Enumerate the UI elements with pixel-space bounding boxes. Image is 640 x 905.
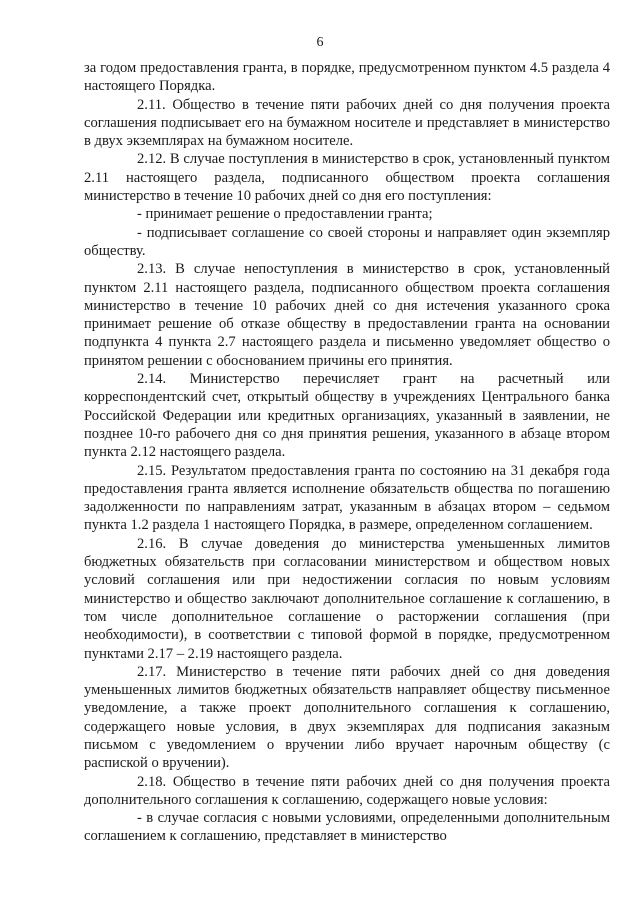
paragraph-2-18: 2.18. Общество в течение пяти рабочих дней со дня получения проекта дополнительного соглашения к соглашению, содержащего новые условия: <box>84 773 610 808</box>
paragraph-2-13: 2.13. В случае непоступления в министерство в срок, установленный пунктом 2.11 настоящего раздела, подписанного обществом проекта соглашения министерство в течение 10 рабочих дней со дня истечения указанного срока принимает решение об отказе обществу в предоставлении гранта на основании подпункта 4 пункта 2.7 настоящего раздела и письменно уведомляет общество о принятом решении с обоснованием причины его принятия. <box>84 261 610 369</box>
page-number: 6 <box>316 35 324 50</box>
paragraph-2-17: 2.17. Министерство в течение пяти рабочих дней со дня доведения уменьшенных лимитов бюджетных обязательств направляет обществу письменное уведомление, а также проект дополнительного соглашения к соглашению, содержащего новые условия, в двух экземплярах для подписания заказным письмом с уведомлением о вручении либо вручает нарочным обществу (с распиской о вручении). <box>84 663 610 772</box>
paragraph-2-15: 2.15. Результатом предоставления гранта по состоянию на 31 декабря года предоставления гранта является исполнение обязательств общества по погашению задолженности по направлениям затрат, указанным в абзацах втором – седьмом пункта 1.2 раздела 1 настоящего Порядка, в размере, определенном соглашением. <box>84 462 610 534</box>
paragraph-2-16: 2.16. В случае доведения до министерства уменьшенных лимитов бюджетных обязательств при согласовании министерством и обществом новых условий соглашения или при недостижении согласия по новым условиям министерство и общество заключают дополнительное соглашение к соглашению, в том числе дополнительное соглашение о расторжении соглашения (при необходимости), в соответствии с типовой формой в порядке, предусмотренном пунктами 2.17 – 2.19 настоящего раздела. <box>84 535 610 662</box>
paragraph-continuation: за годом предоставления гранта, в порядке, предусмотренном пунктом 4.5 раздела 4 настоящего Порядка. <box>84 60 610 95</box>
document-body <box>84 59 610 846</box>
list-item: - подписывает соглашение со своей стороны и направляет один экземпляр обществу. <box>84 224 610 259</box>
list-item: - принимает решение о предоставлении гранта; <box>137 206 433 223</box>
paragraph-2-12: 2.12. В случае поступления в министерство в срок, установленный пунктом 2.11 настоящего раздела, подписанного обществом проекта соглашения министерство в течение 10 рабочих дней со дня его поступления: <box>84 151 610 205</box>
paragraph-2-11: 2.11. Общество в течение пяти рабочих дней со дня получения проекта соглашения подписывает его на бумажном носителе и представляет в министерство в двух экземплярах на бумажном носителе. <box>84 96 610 150</box>
list-item: - в случае согласия с новыми условиями, определенными дополнительным соглашением к соглашению, представляет в министерство <box>84 810 610 845</box>
paragraph-2-14: 2.14. Министерство перечисляет грант на расчетный или корреспондентский счет, открытый обществу в учреждениях Центрального банка Российской Федерации или кредитных организациях, указанный в заявлении, не позднее 10-го рабочего дня со дня принятия решения, указанного в абзаце втором пункта 2.12 настоящего раздела. <box>84 371 610 461</box>
